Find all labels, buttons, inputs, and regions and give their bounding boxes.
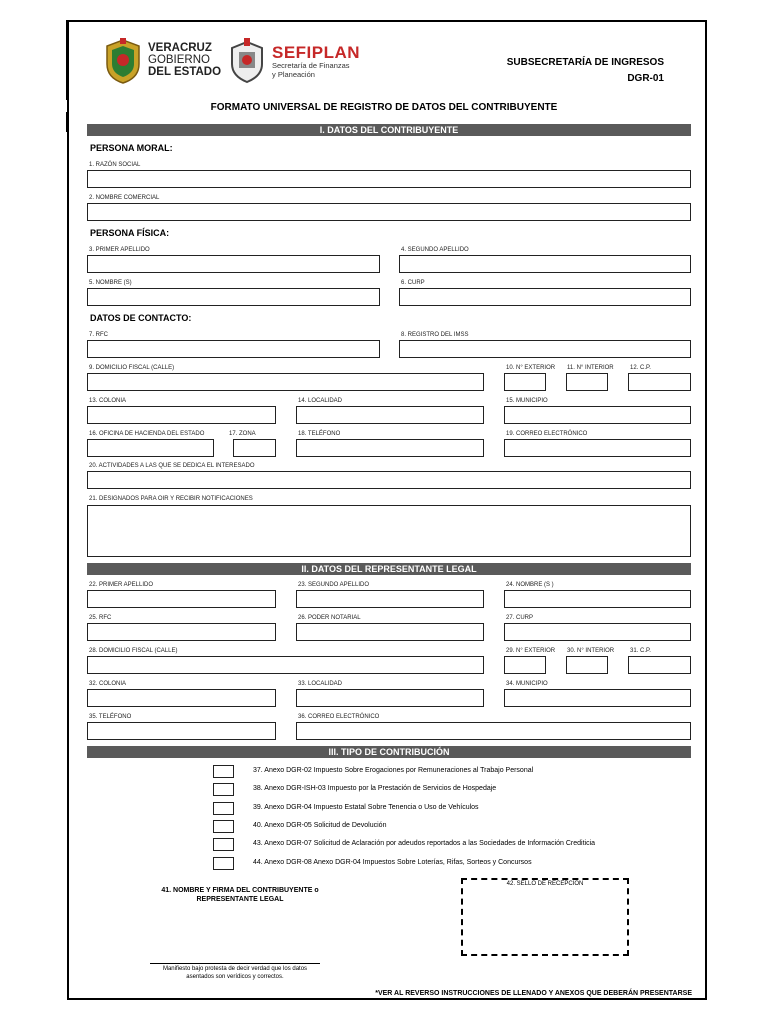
telefono-field[interactable] — [296, 439, 484, 457]
nombre-field[interactable] — [87, 288, 380, 306]
rep-num-interior-field[interactable] — [566, 656, 608, 674]
num-interior-field[interactable] — [566, 373, 608, 391]
rep-nombre-field[interactable] — [504, 590, 691, 608]
correo-field[interactable] — [504, 439, 691, 457]
zona-label: 17. ZONA — [229, 431, 256, 437]
num-interior-label: 11. N° INTERIOR — [567, 365, 614, 371]
firma-title: 41. NOMBRE Y FIRMA DEL CONTRIBUYENTE o REPRESENTANTE LEGAL — [161, 887, 319, 903]
notificaciones-label: 21. DESIGNADOS PARA OIR Y RECIBIR NOTIFICACIONES — [89, 496, 253, 502]
primer-apellido-label: 3. PRIMER APELLIDO — [89, 247, 150, 253]
section-2-header: II. DATOS DEL REPRESENTANTE LEGAL — [87, 563, 691, 575]
rep-primer-apellido-label: 22. PRIMER APELLIDO — [89, 582, 154, 588]
notificaciones-field[interactable] — [87, 505, 691, 557]
left-margin-mark — [66, 112, 68, 132]
rep-telefono-label: 35. TELÉFONO — [89, 714, 132, 720]
rep-telefono-field[interactable] — [87, 722, 276, 740]
nombre-comercial-label: 2. NOMBRE COMERCIAL — [89, 195, 160, 201]
form-title: FORMATO UNIVERSAL DE REGISTRO DE DATOS DEL CONTRIBUYENTE — [210, 102, 558, 113]
rep-num-exterior-field[interactable] — [504, 656, 546, 674]
rep-curp-label: 27. CURP — [506, 615, 534, 621]
persona-fisica-heading: PERSONA FÍSICA: — [90, 228, 170, 238]
actividades-field[interactable] — [87, 471, 691, 489]
rep-num-exterior-label: 29. N° EXTERIOR — [506, 648, 556, 654]
persona-moral-heading: PERSONA MORAL: — [90, 143, 173, 153]
colonia-field[interactable] — [87, 406, 276, 424]
veracruz-shield-icon — [103, 38, 143, 84]
segundo-apellido-label: 4. SEGUNDO APELLIDO — [401, 247, 469, 253]
option-anexo-dgr-07: 43. Anexo DGR-07 Solicitud de Aclaración por adeudos reportados a las Sociedades de Información Crediticia — [253, 840, 596, 847]
rep-domicilio-field[interactable] — [87, 656, 484, 674]
rep-correo-label: 36. CORREO ELECTRÓNICO — [298, 714, 380, 720]
zona-field[interactable] — [233, 439, 276, 457]
oficina-hacienda-field[interactable] — [87, 439, 214, 457]
domicilio-fiscal-field[interactable] — [87, 373, 484, 391]
rep-primer-apellido-field[interactable] — [87, 590, 276, 608]
rep-localidad-label: 33. LOCALIDAD — [298, 681, 343, 687]
rfc-field[interactable] — [87, 340, 380, 358]
municipio-label: 15. MUNICIPIO — [506, 398, 548, 404]
registro-imss-field[interactable] — [399, 340, 691, 358]
razon-social-label: 1. RAZÓN SOCIAL — [89, 162, 141, 168]
segundo-apellido-field[interactable] — [399, 255, 691, 273]
domicilio-fiscal-label: 9. DOMICILIO FISCAL (CALLE) — [89, 365, 175, 371]
subsecretaria-label: SUBSECRETARÍA DE INGRESOS — [506, 57, 664, 68]
checkbox-anexo-dgr-05[interactable] — [213, 820, 234, 833]
rep-correo-field[interactable] — [296, 722, 691, 740]
gobierno-veracruz-logo-text: VERACRUZ GOBIERNO DEL ESTADO — [148, 42, 222, 78]
oficina-hacienda-label: 16. OFICINA DE HACIENDA DEL ESTADO — [89, 431, 205, 437]
rep-domicilio-label: 28. DOMICILIO FISCAL (CALLE) — [89, 648, 178, 654]
checkbox-anexo-dgr-02[interactable] — [213, 765, 234, 778]
datos-contacto-heading: DATOS DE CONTACTO: — [90, 313, 192, 323]
option-anexo-dgr-04: 39. Anexo DGR-04 Impuesto Estatal Sobre Tenencia o Uso de Vehículos — [253, 804, 479, 811]
localidad-label: 14. LOCALIDAD — [298, 398, 343, 404]
rep-municipio-field[interactable] — [504, 689, 691, 707]
primer-apellido-field[interactable] — [87, 255, 380, 273]
rep-curp-field[interactable] — [504, 623, 691, 641]
rep-cp-field[interactable] — [628, 656, 691, 674]
rep-num-interior-label: 30. N° INTERIOR — [567, 648, 615, 654]
rep-rfc-label: 25. RFC — [89, 615, 112, 621]
rep-rfc-field[interactable] — [87, 623, 276, 641]
rep-nombre-label: 24. NOMBRE (S ) — [506, 582, 554, 588]
actividades-label: 20. ACTIVIDADES A LAS QUE SE DEDICA EL INTERESADO — [89, 463, 255, 469]
protesta-note: Manifiesto bajo protesta de decir verdad que los datos asentados son verídicos y correctos. — [162, 966, 308, 980]
sefiplan-shield-icon — [227, 38, 267, 84]
curp-field[interactable] — [399, 288, 691, 306]
option-anexo-dgr-08: 44. Anexo DGR-08 Anexo DGR-04 Impuestos Sobre Loterías, Rifas, Sorteos y Concursos — [253, 859, 532, 866]
municipio-field[interactable] — [504, 406, 691, 424]
firma-line[interactable] — [150, 963, 320, 964]
poder-notarial-field[interactable] — [296, 623, 484, 641]
telefono-label: 18. TELÉFONO — [298, 431, 341, 437]
checkbox-anexo-dgr-07[interactable] — [213, 838, 234, 851]
correo-label: 19. CORREO ELECTRÓNICO — [506, 431, 588, 437]
rep-municipio-label: 34. MUNICIPIO — [506, 681, 548, 687]
sefiplan-logo-text: SEFIPLAN — [272, 43, 361, 62]
sello-recepcion-box — [461, 878, 629, 956]
rep-colonia-field[interactable] — [87, 689, 276, 707]
num-exterior-field[interactable] — [504, 373, 546, 391]
option-anexo-dgr-02: 37. Anexo DGR-02 Impuesto Sobre Erogaciones por Remuneraciones al Trabajo Personal — [253, 767, 534, 774]
nombre-label: 5. NOMBRE (S) — [89, 280, 132, 286]
checkbox-anexo-dgr-08[interactable] — [213, 857, 234, 870]
sello-recepcion-label: 42. SELLO DE RECEPCIÓN — [506, 881, 584, 887]
localidad-field[interactable] — [296, 406, 484, 424]
checkbox-anexo-dgr-04[interactable] — [213, 802, 234, 815]
curp-label: 6. CURP — [401, 280, 425, 286]
colonia-label: 13. COLONIA — [89, 398, 127, 404]
option-anexo-dgr-05: 40. Anexo DGR-05 Solicitud de Devolución — [253, 822, 387, 829]
section-3-header: III. TIPO DE CONTRIBUCIÓN — [87, 746, 691, 758]
num-exterior-label: 10. N° EXTERIOR — [506, 365, 556, 371]
checkbox-anexo-dgr-ish-03[interactable] — [213, 783, 234, 796]
left-margin-mark — [66, 20, 68, 100]
form-code: DGR-01 — [627, 73, 664, 84]
footer-note: *VER AL REVERSO INSTRUCCIONES DE LLENADO Y ANEXOS QUE DEBERÁN PRESENTARSE — [375, 990, 692, 997]
rep-localidad-field[interactable] — [296, 689, 484, 707]
registro-imss-label: 8. REGISTRO DEL IMSS — [401, 332, 469, 338]
nombre-comercial-field[interactable] — [87, 203, 691, 221]
option-anexo-dgr-ish-03: 38. Anexo DGR-ISH-03 Impuesto por la Prestación de Servicios de Hospedaje — [253, 785, 497, 792]
rep-cp-label: 31. C.P. — [630, 648, 651, 654]
rep-segundo-apellido-field[interactable] — [296, 590, 484, 608]
cp-label: 12. C.P. — [630, 365, 651, 371]
section-1-header: I. DATOS DEL CONTRIBUYENTE — [87, 124, 691, 136]
cp-field[interactable] — [628, 373, 691, 391]
poder-notarial-label: 26. PODER NOTARIAL — [298, 615, 361, 621]
rep-segundo-apellido-label: 23. SEGUNDO APELLIDO — [298, 582, 370, 588]
rfc-label: 7. RFC — [89, 332, 109, 338]
rep-colonia-label: 32. COLONIA — [89, 681, 127, 687]
razon-social-field[interactable] — [87, 170, 691, 188]
sefiplan-subtitle: Secretaría de Finanzas y Planeación — [272, 61, 350, 79]
